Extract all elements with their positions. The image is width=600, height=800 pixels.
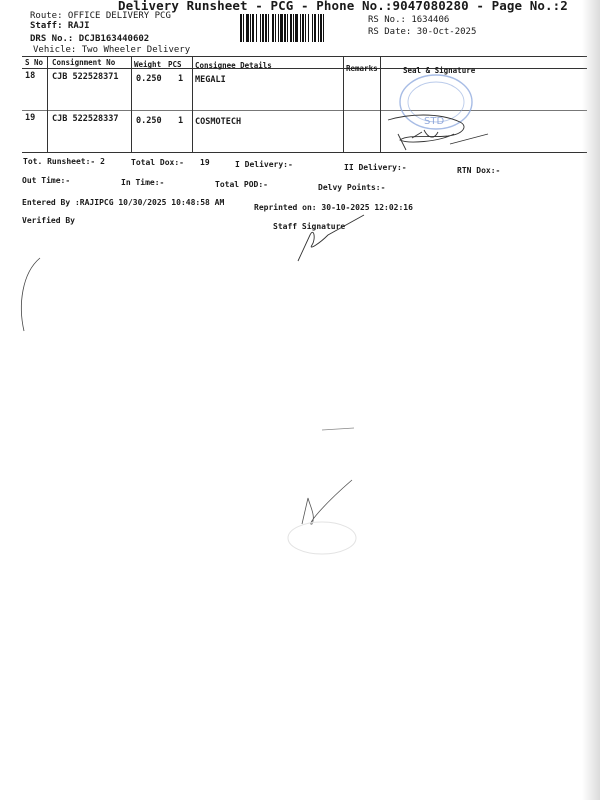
column-header: Seal & Signature	[403, 66, 476, 75]
staff-signature-icon	[290, 205, 370, 267]
ii-delivery: II Delivery:-	[344, 163, 407, 172]
table-cell-pcs: 1	[178, 116, 184, 126]
column-header: S No	[25, 58, 44, 67]
barcode-bar	[287, 14, 288, 42]
column-header: PCS	[168, 60, 182, 69]
svg-text:STD: STD	[424, 116, 445, 127]
table-cell-weight: 0.250	[136, 116, 162, 126]
faded-signature-icon	[282, 476, 362, 566]
scan-edge-shadow	[582, 0, 600, 800]
table-cell-weight: 0.250	[136, 74, 162, 84]
barcode-bar	[240, 14, 242, 42]
barcode-bar	[243, 14, 244, 42]
barcode-bar	[280, 14, 283, 42]
barcode-icon	[240, 14, 364, 42]
table-cell-consignment: CJB 522528337	[52, 114, 119, 124]
barcode-bar	[262, 14, 264, 42]
signature-icon	[378, 104, 498, 156]
column-header: Remarks	[346, 64, 378, 73]
barcode-bar	[300, 14, 301, 42]
col-divider	[47, 56, 48, 152]
barcode-bar	[323, 14, 324, 42]
barcode-bar	[320, 14, 322, 42]
col-divider	[131, 56, 132, 152]
column-header: Weight	[134, 60, 162, 69]
staff-signature-label: Staff Signature	[273, 222, 346, 231]
barcode-bar	[246, 14, 249, 42]
vehicle-text: Vehicle: Two Wheeler Delivery	[33, 45, 191, 55]
barcode-bar	[293, 14, 294, 42]
barcode-bar	[284, 14, 286, 42]
rs-number: RS No.: 1634406	[368, 15, 450, 25]
barcode-bar	[275, 14, 276, 42]
drs-number: DRS No.: DCJB163440602	[30, 34, 150, 44]
page-curve-mark	[14, 255, 44, 335]
rs-date: RS Date: 30-Oct-2025	[368, 27, 477, 37]
table-cell-consignee: MEGALI	[195, 75, 226, 85]
barcode-bar	[268, 14, 269, 42]
row-divider	[22, 110, 587, 111]
in-time: In Time:-	[121, 178, 165, 187]
barcode-bar	[278, 14, 279, 42]
total-pod: Total POD:-	[215, 180, 268, 189]
staff-text: Staff: RAJI	[30, 21, 90, 31]
out-time: Out Time:-	[22, 176, 71, 185]
stray-mark	[318, 424, 358, 434]
table-cell-consignee: COSMOTECH	[195, 117, 242, 127]
page-title: Delivery Runsheet - PCG - Phone No.:9047080280 - Page No.:2	[118, 0, 568, 13]
total-runsheet: Tot. Runsheet:- 2	[23, 157, 105, 166]
table-cell-sno: 19	[25, 113, 36, 123]
barcode-bar	[312, 14, 313, 42]
col-divider	[343, 56, 344, 152]
barcode-bar	[265, 14, 267, 42]
barcode-bar	[256, 14, 257, 42]
reprinted-on: Reprinted on: 30-10-2025 12:02:16	[254, 203, 413, 212]
table-bottom-border	[22, 152, 587, 153]
table-cell-sno: 18	[25, 71, 36, 81]
rtn-dox: RTN Dox:-	[457, 166, 501, 175]
total-dox-label: Total Dox:-	[131, 158, 184, 167]
barcode-bar	[290, 14, 292, 42]
entered-by: Entered By :RAJIPCG 10/30/2025 10:48:58 AM	[22, 198, 225, 207]
i-delivery: I Delivery:-	[235, 160, 293, 169]
table-top-border	[22, 56, 587, 57]
total-dox-value: 19	[200, 158, 210, 167]
column-header: Consignee Details	[195, 61, 272, 70]
verified-by: Verified By	[22, 216, 75, 225]
barcode-bar	[308, 14, 309, 42]
barcode-bar	[302, 14, 304, 42]
delvy-points: Delvy Points:-	[318, 183, 386, 192]
barcode-bar	[272, 14, 274, 42]
barcode-bar	[252, 14, 254, 42]
barcode-bar	[314, 14, 316, 42]
barcode-bar	[295, 14, 298, 42]
barcode-bar	[250, 14, 251, 42]
barcode-bar	[305, 14, 306, 42]
table-cell-pcs: 1	[178, 74, 184, 84]
barcode-bar	[260, 14, 261, 42]
table-header-border	[22, 68, 587, 69]
column-header: Consignment No	[52, 58, 116, 67]
barcode-bar	[318, 14, 319, 42]
table-cell-consignment: CJB 522528371	[52, 72, 119, 82]
col-divider	[192, 56, 193, 152]
route-text: Route: OFFICE DELIVERY PCG	[30, 11, 171, 21]
